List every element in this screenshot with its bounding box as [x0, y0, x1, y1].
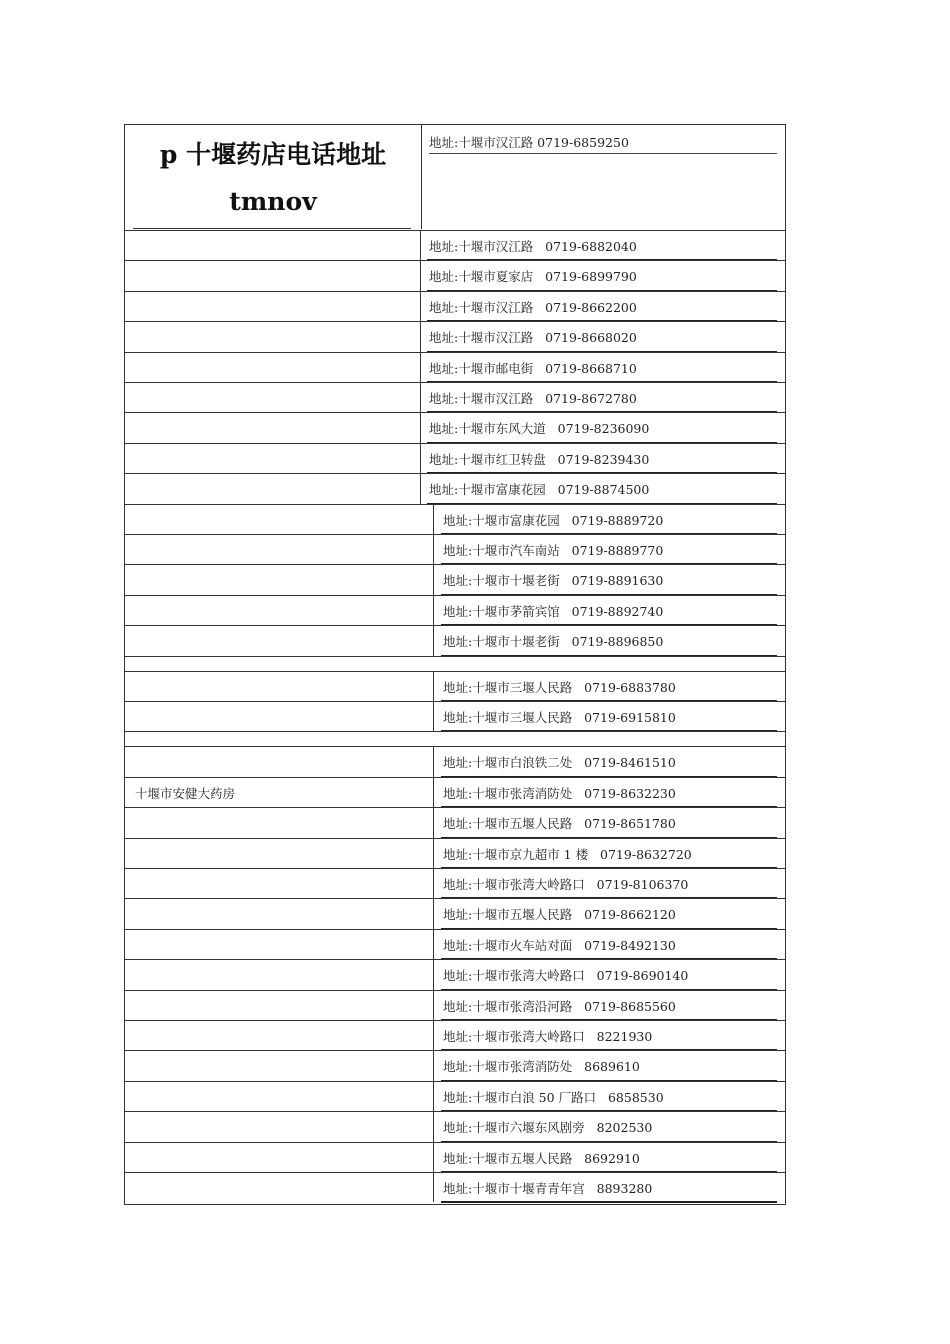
entry-text: 地址:十堰市白浪 50 厂路口 6858530 [443, 1089, 664, 1105]
table-row [125, 990, 785, 1020]
table-row [125, 564, 785, 594]
entry-text: 地址:十堰市张湾消防处 0719-8632230 [443, 785, 676, 801]
table-row [125, 807, 785, 837]
left-cell [125, 899, 434, 928]
left-cell [125, 1112, 434, 1141]
left-cell [125, 596, 434, 625]
table-row [125, 443, 785, 473]
left-cell [125, 413, 421, 442]
entry-text: 地址:十堰市白浪铁二处 0719-8461510 [443, 755, 676, 771]
table-row [125, 473, 785, 503]
entry-text: 地址:十堰市夏家店 0719-6899790 [429, 269, 637, 285]
entry-text: 地址:十堰市五堰人民路 8692910 [443, 1150, 640, 1166]
entry-text: 地址:十堰市茅箭宾馆 0719-8892740 [443, 603, 664, 619]
left-cell [125, 322, 421, 351]
title-cell [125, 125, 422, 229]
entry-text: 地址:十堰市十堰老街 0719-8891630 [443, 573, 664, 589]
left-cell [125, 474, 421, 503]
table-row [125, 777, 785, 807]
table-row [125, 959, 785, 989]
table-row [125, 625, 785, 655]
left-cell [125, 1173, 434, 1202]
table-row [125, 1050, 785, 1080]
entry-text: 地址:十堰市汉江路 0719-8662200 [429, 299, 637, 315]
table-row [125, 1172, 785, 1202]
table-row [125, 321, 785, 351]
left-label: 十堰市安健大药房 [135, 785, 236, 801]
left-cell [125, 505, 434, 534]
table-row [125, 701, 785, 731]
table-row [125, 230, 785, 260]
table-row [125, 1020, 785, 1050]
left-cell [125, 991, 434, 1020]
table-row [125, 746, 785, 776]
left-cell [125, 672, 434, 701]
entry-text: 地址:十堰市张湾大岭路口 0719-8106370 [443, 877, 689, 892]
table-row [125, 838, 785, 868]
left-cell [125, 444, 421, 473]
left-cell [125, 808, 434, 837]
entry-text: 地址:十堰市十堰青青年宫 8893280 [443, 1181, 653, 1196]
left-cell [125, 1143, 434, 1172]
left-cell [125, 1082, 434, 1111]
entry-text: 地址:十堰市五堰人民路 0719-8662120 [443, 907, 676, 923]
spacer-row [125, 731, 785, 746]
entry-underline [441, 1201, 777, 1203]
document-table [124, 124, 786, 1205]
left-cell [125, 626, 434, 655]
entry-text: 地址:十堰市东风大道 0719-8236090 [429, 421, 650, 437]
table-row [125, 595, 785, 625]
entry-text: 地址:十堰市六堰东风剧旁 8202530 [443, 1120, 653, 1136]
spacer-row [125, 656, 785, 671]
table-row [125, 1081, 785, 1111]
left-cell [125, 353, 421, 382]
entry-text: 地址:十堰市张湾沿河路 0719-8685560 [443, 998, 676, 1014]
left-cell [125, 702, 434, 731]
entry-text: 地址:十堰市红卫转盘 0719-8239430 [429, 451, 650, 467]
left-cell [125, 231, 421, 260]
table-row [125, 671, 785, 701]
entry-text: 地址:十堰市三堰人民路 0719-6915810 [443, 710, 676, 725]
document-title: p 十堰药店电话地址 [159, 140, 387, 169]
left-cell [125, 960, 434, 989]
entry-text: 地址:十堰市汉江路 0719-8668020 [429, 330, 637, 346]
left-cell [125, 535, 434, 564]
entry-text: 地址:十堰市五堰人民路 0719-8651780 [443, 816, 676, 832]
title-underline [133, 228, 411, 229]
table-row [125, 412, 785, 442]
left-cell [125, 747, 434, 776]
entry-text: 地址:十堰市富康花园 0719-8889720 [443, 512, 664, 528]
left-cell [125, 1021, 434, 1050]
left-cell [125, 383, 421, 412]
entry-text: 地址:十堰市十堰老街 0719-8896850 [443, 634, 664, 650]
entry-text: 地址:十堰市张湾消防处 8689610 [443, 1059, 640, 1075]
first-entry: 地址:十堰市汉江路 0719-6859250 [429, 135, 629, 150]
entry-text: 地址:十堰市张湾大岭路口 0719-8690140 [443, 968, 689, 984]
table-row [125, 898, 785, 928]
entry-text: 地址:十堰市汽车南站 0719-8889770 [443, 543, 664, 558]
table-row [125, 382, 785, 412]
left-cell [125, 839, 434, 868]
entry-text: 地址:十堰市三堰人民路 0719-6883780 [443, 679, 676, 695]
left-cell [125, 565, 434, 594]
document-subtitle: tmnov [229, 187, 317, 216]
table-row [125, 1111, 785, 1141]
left-cell [125, 869, 434, 898]
table-row [125, 929, 785, 959]
left-cell [125, 930, 434, 959]
table-row [125, 1142, 785, 1172]
table-row [125, 868, 785, 898]
table-row [125, 504, 785, 534]
entry-text: 地址:十堰市京九超市 1 楼 0719-8632720 [443, 846, 692, 862]
table-row [125, 291, 785, 321]
entry-text: 地址:十堰市富康花园 0719-8874500 [429, 482, 650, 498]
entry-text: 地址:十堰市火车站对面 0719-8492130 [443, 937, 676, 953]
left-cell [125, 292, 421, 321]
first-entry-rule [429, 153, 777, 154]
entry-text: 地址:十堰市汉江路 0719-6882040 [429, 239, 637, 254]
left-cell [125, 1051, 434, 1080]
left-cell [125, 261, 421, 290]
entry-text: 地址:十堰市张湾大岭路口 8221930 [443, 1029, 653, 1044]
entry-text: 地址:十堰市邮电街 0719-8668710 [429, 360, 637, 376]
table-row [125, 352, 785, 382]
table-row [125, 260, 785, 290]
table-row [125, 534, 785, 564]
entry-text: 地址:十堰市汉江路 0719-8672780 [429, 391, 637, 406]
